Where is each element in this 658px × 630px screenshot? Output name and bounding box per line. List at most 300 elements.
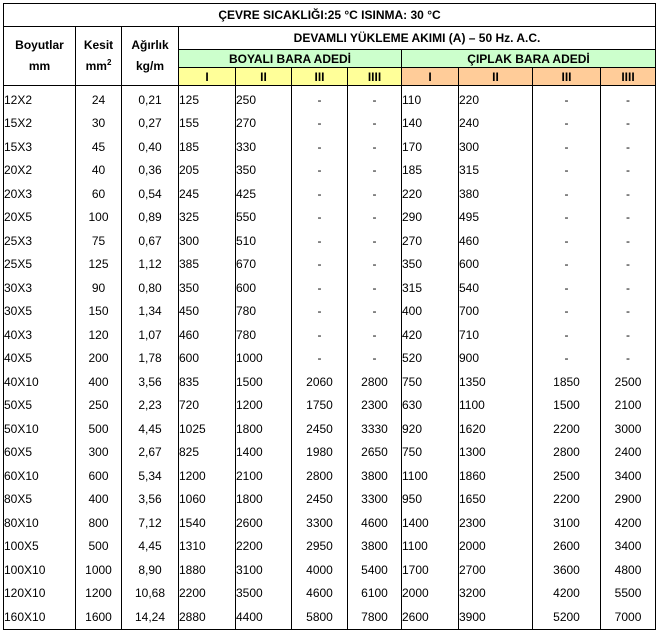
cell-bare-2: 710 xyxy=(459,323,533,347)
header-boyutlar-label: Boyutlar xyxy=(15,38,64,52)
cell-size: 20X3 xyxy=(4,182,76,206)
cell-bare-4: 2400 xyxy=(601,441,656,465)
cell-weight: 5,34 xyxy=(122,464,179,488)
cell-painted-4: - xyxy=(348,159,402,183)
table-row xyxy=(4,300,656,324)
cell-painted-2: 350 xyxy=(236,159,292,183)
cell-weight: 0,67 xyxy=(122,229,179,253)
cell-bare-3: 5200 xyxy=(533,605,601,629)
cell-weight: 3,56 xyxy=(122,370,179,394)
header-bare-2: II xyxy=(459,68,533,86)
cell-area: 45 xyxy=(76,135,122,159)
cell-painted-4: 6100 xyxy=(348,582,402,606)
cell-bare-3: - xyxy=(533,253,601,277)
cell-bare-3: - xyxy=(533,206,601,230)
table-row xyxy=(4,323,656,347)
cell-area: 24 xyxy=(76,86,122,112)
cell-bare-2: 1650 xyxy=(459,488,533,512)
header-bare-3: III xyxy=(533,68,601,86)
cell-size: 100X10 xyxy=(4,558,76,582)
cell-size: 50X5 xyxy=(4,394,76,418)
cell-bare-1: 110 xyxy=(402,86,459,112)
busbar-current-table xyxy=(3,3,656,630)
cell-bare-1: 520 xyxy=(402,347,459,371)
cell-area: 150 xyxy=(76,300,122,324)
cell-painted-1: 185 xyxy=(179,135,236,159)
cell-area: 40 xyxy=(76,159,122,183)
cell-area: 250 xyxy=(76,394,122,418)
cell-painted-3: - xyxy=(292,300,348,324)
cell-painted-1: 155 xyxy=(179,112,236,136)
cell-bare-3: - xyxy=(533,300,601,324)
cell-bare-4: - xyxy=(601,135,656,159)
cell-painted-1: 1880 xyxy=(179,558,236,582)
cell-painted-3: - xyxy=(292,86,348,112)
header-current-title: DEVAMLI YÜKLEME AKIMI (A) – 50 Hz. A.C. xyxy=(179,27,656,50)
cell-painted-4: 3300 xyxy=(348,488,402,512)
cell-size: 20X2 xyxy=(4,159,76,183)
cell-painted-1: 825 xyxy=(179,441,236,465)
cell-size: 40X10 xyxy=(4,370,76,394)
cell-painted-2: 425 xyxy=(236,182,292,206)
cell-weight: 14,24 xyxy=(122,605,179,629)
cell-bare-4: 2100 xyxy=(601,394,656,418)
cell-painted-4: 5400 xyxy=(348,558,402,582)
cell-area: 120 xyxy=(76,323,122,347)
cell-bare-1: 290 xyxy=(402,206,459,230)
table-row xyxy=(4,417,656,441)
cell-painted-2: 250 xyxy=(236,86,292,112)
cell-bare-3: - xyxy=(533,347,601,371)
cell-size: 20X5 xyxy=(4,206,76,230)
cell-bare-3: - xyxy=(533,112,601,136)
cell-bare-1: 420 xyxy=(402,323,459,347)
cell-area: 500 xyxy=(76,535,122,559)
cell-bare-4: - xyxy=(601,112,656,136)
cell-weight: 1,12 xyxy=(122,253,179,277)
cell-painted-2: 780 xyxy=(236,300,292,324)
cell-painted-3: - xyxy=(292,229,348,253)
cell-painted-3: - xyxy=(292,276,348,300)
cell-size: 60X10 xyxy=(4,464,76,488)
header-kesit-label: Kesit xyxy=(83,38,114,52)
cell-area: 1600 xyxy=(76,605,122,629)
cell-painted-4: - xyxy=(348,206,402,230)
cell-painted-4: 3800 xyxy=(348,464,402,488)
cell-bare-1: 140 xyxy=(402,112,459,136)
cell-painted-3: 4000 xyxy=(292,558,348,582)
cell-painted-3: - xyxy=(292,182,348,206)
cell-bare-3: 2200 xyxy=(533,488,601,512)
cell-painted-3: 2060 xyxy=(292,370,348,394)
table-row xyxy=(4,394,656,418)
cell-weight: 0,80 xyxy=(122,276,179,300)
cell-bare-2: 2300 xyxy=(459,511,533,535)
cell-weight: 3,56 xyxy=(122,488,179,512)
cell-painted-4: - xyxy=(348,323,402,347)
cell-size: 25X3 xyxy=(4,229,76,253)
cell-bare-4: 4200 xyxy=(601,511,656,535)
cell-size: 15X2 xyxy=(4,112,76,136)
cell-painted-2: 670 xyxy=(236,253,292,277)
cell-bare-2: 1860 xyxy=(459,464,533,488)
cell-bare-3: - xyxy=(533,229,601,253)
cell-bare-1: 630 xyxy=(402,394,459,418)
header-agirlik-unit: kg/m xyxy=(135,59,164,73)
cell-size: 160X10 xyxy=(4,605,76,629)
cell-painted-1: 1310 xyxy=(179,535,236,559)
table-row xyxy=(4,441,656,465)
table-row xyxy=(4,488,656,512)
cell-painted-1: 1025 xyxy=(179,417,236,441)
cell-size: 40X5 xyxy=(4,347,76,371)
cell-size: 12X2 xyxy=(4,86,76,112)
table-row xyxy=(4,276,656,300)
cell-size: 60X5 xyxy=(4,441,76,465)
cell-painted-4: 4600 xyxy=(348,511,402,535)
cell-weight: 10,68 xyxy=(122,582,179,606)
cell-bare-1: 170 xyxy=(402,135,459,159)
cell-area: 125 xyxy=(76,253,122,277)
cell-bare-2: 1100 xyxy=(459,394,533,418)
cell-bare-4: 3000 xyxy=(601,417,656,441)
header-bare-1: I xyxy=(402,68,459,86)
cell-bare-1: 920 xyxy=(402,417,459,441)
cell-painted-4: 3800 xyxy=(348,535,402,559)
cell-bare-1: 1400 xyxy=(402,511,459,535)
cell-bare-4: 3400 xyxy=(601,535,656,559)
cell-bare-2: 1350 xyxy=(459,370,533,394)
header-kesit-unit: $mm^2$ xyxy=(85,58,112,73)
document xyxy=(3,3,655,630)
cell-area: 1200 xyxy=(76,582,122,606)
cell-painted-4: - xyxy=(348,112,402,136)
cell-weight: 0,36 xyxy=(122,159,179,183)
cell-bare-1: 220 xyxy=(402,182,459,206)
cell-bare-1: 400 xyxy=(402,300,459,324)
cell-painted-3: 2950 xyxy=(292,535,348,559)
cell-painted-1: 450 xyxy=(179,300,236,324)
table-row xyxy=(4,511,656,535)
cell-painted-3: - xyxy=(292,135,348,159)
cell-area: 60 xyxy=(76,182,122,206)
cell-painted-3: - xyxy=(292,159,348,183)
cell-weight: 7,12 xyxy=(122,511,179,535)
table-row xyxy=(4,253,656,277)
table-row xyxy=(4,535,656,559)
cell-painted-1: 125 xyxy=(179,86,236,112)
cell-bare-3: - xyxy=(533,135,601,159)
cell-bare-4: - xyxy=(601,347,656,371)
cell-bare-4: - xyxy=(601,276,656,300)
cell-bare-3: - xyxy=(533,323,601,347)
header-painted-3: III xyxy=(292,68,348,86)
header-bare-4: IIII xyxy=(601,68,656,86)
cell-painted-2: 550 xyxy=(236,206,292,230)
cell-bare-4: - xyxy=(601,86,656,112)
cell-painted-1: 300 xyxy=(179,229,236,253)
cell-bare-4: - xyxy=(601,323,656,347)
cell-area: 400 xyxy=(76,488,122,512)
cell-area: 800 xyxy=(76,511,122,535)
cell-painted-3: - xyxy=(292,112,348,136)
cell-painted-4: 2800 xyxy=(348,370,402,394)
cell-weight: 8,90 xyxy=(122,558,179,582)
cell-bare-1: 315 xyxy=(402,276,459,300)
cell-bare-2: 540 xyxy=(459,276,533,300)
cell-size: 25X5 xyxy=(4,253,76,277)
cell-bare-4: 4800 xyxy=(601,558,656,582)
cell-painted-1: 2880 xyxy=(179,605,236,629)
cell-painted-3: - xyxy=(292,206,348,230)
cell-bare-2: 3200 xyxy=(459,582,533,606)
header-bare-group: ÇIPLAK BARA ADEDİ xyxy=(402,50,656,68)
cell-painted-3: 2800 xyxy=(292,464,348,488)
cell-bare-3: 2800 xyxy=(533,441,601,465)
cell-bare-3: 4200 xyxy=(533,582,601,606)
cell-area: 500 xyxy=(76,417,122,441)
cell-area: 30 xyxy=(76,112,122,136)
cell-weight: 0,21 xyxy=(122,86,179,112)
cell-weight: 0,54 xyxy=(122,182,179,206)
cell-size: 120X10 xyxy=(4,582,76,606)
cell-bare-4: 3400 xyxy=(601,464,656,488)
table-row xyxy=(4,558,656,582)
cell-size: 30X3 xyxy=(4,276,76,300)
cell-painted-1: 2200 xyxy=(179,582,236,606)
cell-painted-2: 2200 xyxy=(236,535,292,559)
cell-weight: 1,07 xyxy=(122,323,179,347)
cell-painted-2: 2100 xyxy=(236,464,292,488)
cell-painted-2: 2600 xyxy=(236,511,292,535)
cell-painted-2: 3500 xyxy=(236,582,292,606)
cell-painted-2: 1000 xyxy=(236,347,292,371)
cell-painted-1: 720 xyxy=(179,394,236,418)
cell-area: 200 xyxy=(76,347,122,371)
cell-bare-3: 1500 xyxy=(533,394,601,418)
cell-bare-1: 1100 xyxy=(402,464,459,488)
cell-bare-2: 495 xyxy=(459,206,533,230)
cell-weight: 4,45 xyxy=(122,417,179,441)
cell-painted-4: - xyxy=(348,182,402,206)
cell-bare-1: 270 xyxy=(402,229,459,253)
table-row xyxy=(4,464,656,488)
cell-bare-2: 700 xyxy=(459,300,533,324)
cell-bare-2: 2700 xyxy=(459,558,533,582)
table-row xyxy=(4,112,656,136)
cell-area: 100 xyxy=(76,206,122,230)
cell-bare-2: 1300 xyxy=(459,441,533,465)
table-body xyxy=(4,86,656,630)
cell-painted-2: 1800 xyxy=(236,488,292,512)
cell-bare-1: 2000 xyxy=(402,582,459,606)
cell-painted-4: 2650 xyxy=(348,441,402,465)
table-row xyxy=(4,206,656,230)
cell-bare-4: - xyxy=(601,229,656,253)
cell-weight: 4,45 xyxy=(122,535,179,559)
cell-bare-1: 185 xyxy=(402,159,459,183)
cell-bare-2: 380 xyxy=(459,182,533,206)
cell-painted-3: 3300 xyxy=(292,511,348,535)
cell-painted-1: 385 xyxy=(179,253,236,277)
cell-size: 50X10 xyxy=(4,417,76,441)
cell-painted-1: 600 xyxy=(179,347,236,371)
cell-painted-1: 1540 xyxy=(179,511,236,535)
table-row xyxy=(4,347,656,371)
cell-painted-2: 270 xyxy=(236,112,292,136)
cell-bare-1: 2600 xyxy=(402,605,459,629)
cell-area: 1000 xyxy=(76,558,122,582)
cell-painted-3: - xyxy=(292,253,348,277)
cell-bare-1: 1700 xyxy=(402,558,459,582)
header-boyutlar xyxy=(4,27,76,86)
cell-painted-4: - xyxy=(348,300,402,324)
table-row xyxy=(4,582,656,606)
table-row xyxy=(4,182,656,206)
cell-area: 600 xyxy=(76,464,122,488)
cell-size: 40X3 xyxy=(4,323,76,347)
cell-painted-3: - xyxy=(292,323,348,347)
cell-bare-4: - xyxy=(601,206,656,230)
header-kesit xyxy=(76,27,122,86)
cell-size: 80X5 xyxy=(4,488,76,512)
cell-weight: 2,23 xyxy=(122,394,179,418)
cell-painted-2: 1200 xyxy=(236,394,292,418)
cell-painted-4: - xyxy=(348,86,402,112)
cell-bare-3: 2500 xyxy=(533,464,601,488)
cell-painted-1: 245 xyxy=(179,182,236,206)
cell-bare-4: 2500 xyxy=(601,370,656,394)
cell-painted-2: 510 xyxy=(236,229,292,253)
table-row xyxy=(4,86,656,112)
cell-bare-2: 300 xyxy=(459,135,533,159)
cell-bare-4: - xyxy=(601,300,656,324)
cell-painted-1: 205 xyxy=(179,159,236,183)
cell-bare-2: 2000 xyxy=(459,535,533,559)
cell-painted-4: 2300 xyxy=(348,394,402,418)
cell-bare-2: 1620 xyxy=(459,417,533,441)
cell-bare-2: 900 xyxy=(459,347,533,371)
cell-bare-3: 1850 xyxy=(533,370,601,394)
cell-bare-2: 315 xyxy=(459,159,533,183)
cell-weight: 1,78 xyxy=(122,347,179,371)
cell-bare-4: 5500 xyxy=(601,582,656,606)
cell-bare-2: 600 xyxy=(459,253,533,277)
header-agirlik xyxy=(122,27,179,86)
cell-bare-3: 2600 xyxy=(533,535,601,559)
cell-bare-2: 460 xyxy=(459,229,533,253)
cell-bare-3: 2200 xyxy=(533,417,601,441)
cell-painted-2: 780 xyxy=(236,323,292,347)
cell-painted-4: - xyxy=(348,229,402,253)
header-boyutlar-unit: mm xyxy=(28,59,51,73)
cell-painted-2: 4400 xyxy=(236,605,292,629)
header-painted-1: I xyxy=(179,68,236,86)
cell-painted-1: 325 xyxy=(179,206,236,230)
cell-painted-4: 7800 xyxy=(348,605,402,629)
cell-painted-3: 5800 xyxy=(292,605,348,629)
cell-weight: 0,40 xyxy=(122,135,179,159)
cell-size: 15X3 xyxy=(4,135,76,159)
cell-bare-4: 7000 xyxy=(601,605,656,629)
cell-bare-1: 350 xyxy=(402,253,459,277)
header-agirlik-label: Ağırlık xyxy=(131,38,169,52)
cell-painted-4: - xyxy=(348,253,402,277)
header-painted-group: BOYALI BARA ADEDİ xyxy=(179,50,402,68)
header-painted-4: IIII xyxy=(348,68,402,86)
cell-weight: 0,27 xyxy=(122,112,179,136)
header-painted-2: II xyxy=(236,68,292,86)
cell-bare-4: - xyxy=(601,159,656,183)
cell-area: 90 xyxy=(76,276,122,300)
cell-weight: 0,89 xyxy=(122,206,179,230)
cell-painted-3: 2450 xyxy=(292,417,348,441)
cell-size: 30X5 xyxy=(4,300,76,324)
table-row xyxy=(4,159,656,183)
cell-painted-2: 1500 xyxy=(236,370,292,394)
cell-painted-3: 2450 xyxy=(292,488,348,512)
cell-area: 75 xyxy=(76,229,122,253)
cell-painted-3: 1980 xyxy=(292,441,348,465)
cell-bare-1: 1100 xyxy=(402,535,459,559)
cell-painted-4: 3330 xyxy=(348,417,402,441)
cell-painted-4: - xyxy=(348,276,402,300)
cell-bare-3: 3100 xyxy=(533,511,601,535)
cell-bare-3: - xyxy=(533,159,601,183)
cell-weight: 2,67 xyxy=(122,441,179,465)
cell-painted-1: 1060 xyxy=(179,488,236,512)
cell-bare-3: - xyxy=(533,276,601,300)
cell-area: 400 xyxy=(76,370,122,394)
cell-painted-2: 3100 xyxy=(236,558,292,582)
table-row xyxy=(4,370,656,394)
cell-painted-1: 1200 xyxy=(179,464,236,488)
cell-bare-1: 750 xyxy=(402,441,459,465)
cell-painted-1: 460 xyxy=(179,323,236,347)
cell-area: 300 xyxy=(76,441,122,465)
cell-painted-2: 1800 xyxy=(236,417,292,441)
cell-size: 80X10 xyxy=(4,511,76,535)
cell-bare-3: - xyxy=(533,86,601,112)
cell-bare-3: - xyxy=(533,182,601,206)
cell-bare-3: 3600 xyxy=(533,558,601,582)
cell-bare-2: 220 xyxy=(459,86,533,112)
cell-painted-3: 4600 xyxy=(292,582,348,606)
table-title: ÇEVRE SICAKLIĞI:25 °C ISINMA: 30 °C xyxy=(4,4,656,27)
cell-painted-1: 350 xyxy=(179,276,236,300)
cell-painted-2: 600 xyxy=(236,276,292,300)
cell-painted-3: 1750 xyxy=(292,394,348,418)
cell-weight: 1,34 xyxy=(122,300,179,324)
table-row xyxy=(4,229,656,253)
cell-painted-4: - xyxy=(348,347,402,371)
cell-bare-1: 950 xyxy=(402,488,459,512)
cell-painted-2: 1400 xyxy=(236,441,292,465)
cell-bare-4: 2900 xyxy=(601,488,656,512)
cell-bare-1: 750 xyxy=(402,370,459,394)
cell-bare-2: 3900 xyxy=(459,605,533,629)
cell-painted-2: 330 xyxy=(236,135,292,159)
table-row xyxy=(4,135,656,159)
cell-size: 100X5 xyxy=(4,535,76,559)
cell-bare-4: - xyxy=(601,253,656,277)
cell-painted-4: - xyxy=(348,135,402,159)
cell-painted-1: 835 xyxy=(179,370,236,394)
cell-painted-3: - xyxy=(292,347,348,371)
cell-bare-4: - xyxy=(601,182,656,206)
cell-bare-2: 240 xyxy=(459,112,533,136)
table-row xyxy=(4,605,656,629)
